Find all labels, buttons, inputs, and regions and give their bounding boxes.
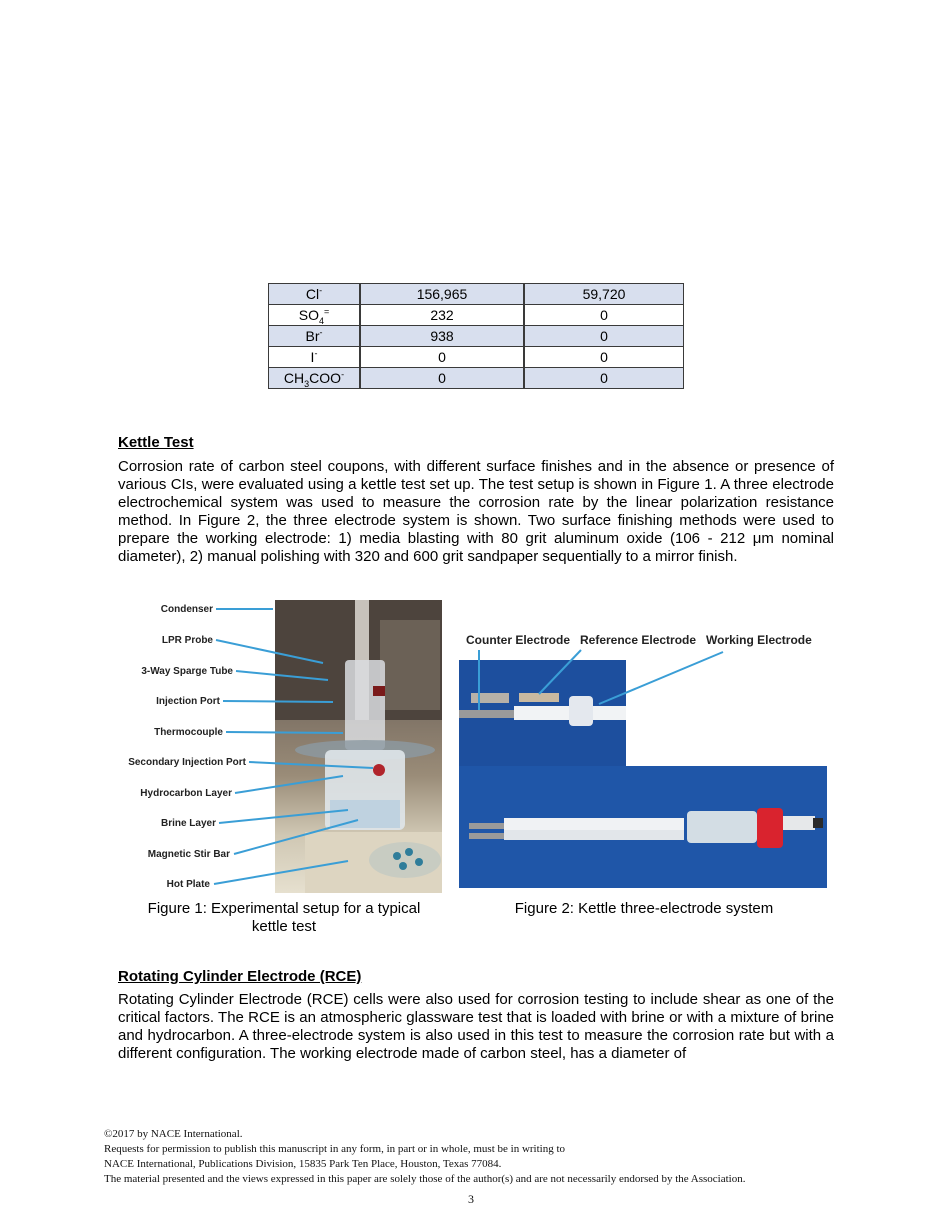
label-secondary-injection-port: Secondary Injection Port (128, 757, 246, 768)
value-cell: 156,965 (360, 284, 524, 305)
three-electrode-photo (459, 648, 827, 888)
footer-permission: Requests for permission to publish this manuscript in any form, in part or in whole, must be in writing to (104, 1143, 566, 1155)
value-cell: 0 (360, 368, 524, 389)
ion-concentration-table (268, 283, 684, 389)
ion-cell: I- (269, 347, 361, 368)
footer-copyright: ©2017 by NACE International. (104, 1128, 243, 1140)
label-injection-port: Injection Port (156, 696, 220, 707)
label-counter-electrode: Counter Electrode (466, 633, 571, 647)
footer-address: NACE International, Publications Division, 15835 Park Ten Place, Houston, Texas 77084. (104, 1158, 502, 1170)
figure-1-kettle-setup (118, 598, 448, 896)
page-number: 3 (468, 1192, 474, 1206)
figure-2-caption: Figure 2: Kettle three-electrode system (514, 900, 774, 917)
table-row (269, 284, 684, 305)
label-lpr-probe: LPR Probe (161, 635, 213, 646)
value-cell: 0 (360, 347, 524, 368)
label-working-electrode: Working Electrode (706, 633, 812, 647)
label-condenser: Condenser (160, 604, 213, 615)
value-cell: 59,720 (524, 284, 684, 305)
figure-1-caption: Figure 1: Experimental setup for a typical kettle test (147, 900, 421, 935)
figure-1-leader-lines (118, 598, 448, 896)
ion-cell: Br- (269, 326, 361, 347)
table-row (269, 368, 684, 389)
label-sparge-tube: 3-Way Sparge Tube (141, 666, 233, 677)
value-cell: 938 (360, 326, 524, 347)
label-thermocouple: Thermocouple (154, 727, 223, 738)
section-heading-kettle-test: Kettle Test (118, 434, 194, 451)
rce-paragraph: Rotating Cylinder Electrode (RCE) cells were also used for corrosion testing to include shear as one of the critical factors. The RCE is an atmospheric glassware test that is loaded with brine or with a mixture of brine and hydrocarbon. A three-electrode system is also used in this test to measure the corrosion rate but with a different configuration. The working electrode made of carbon steel, has a diameter of (118, 991, 834, 1062)
value-cell: 0 (524, 305, 684, 326)
section-heading-rce: Rotating Cylinder Electrode (RCE) (118, 968, 362, 985)
ion-cell: $SO_4^=$ (269, 305, 361, 326)
footer-disclaimer: The material presented and the views expressed in this paper are solely those of the author(s) and are not necessarily endorsed by the Association. (104, 1173, 746, 1185)
value-cell: 0 (524, 368, 684, 389)
label-hot-plate: Hot Plate (166, 879, 210, 890)
kettle-test-paragraph: Corrosion rate of carbon steel coupons, with different surface finishes and in the absence or presence of various CIs, were evaluated using a kettle test set up. The test setup is shown in Figure 1. A three electrode electrochemical system was used to measure the corrosion rate by the linear polarization resistance method. In Figure 2, the three electrode system is shown. Two surface finishing methods were used to prepare the working electrode: 1) media blasting with 80 grit aluminum oxide (106 - 212 μm nominal diameter), 2) manual polishing with 320 and 600 grit sandpaper sequentially to a mirror finish. (118, 458, 834, 565)
value-cell: 0 (524, 326, 684, 347)
table-row (269, 347, 684, 368)
label-reference-electrode: Reference Electrode (580, 633, 697, 647)
value-cell: 0 (524, 347, 684, 368)
table-row (269, 305, 684, 326)
label-brine-layer: Brine Layer (160, 818, 216, 829)
ion-cell: Cl- (269, 284, 361, 305)
label-magnetic-stir-bar: Magnetic Stir Bar (147, 849, 230, 860)
table-row (269, 326, 684, 347)
value-cell: 232 (360, 305, 524, 326)
label-hydrocarbon-layer: Hydrocarbon Layer (140, 788, 232, 799)
ion-cell: $CH_3COO^-$ (269, 368, 361, 389)
